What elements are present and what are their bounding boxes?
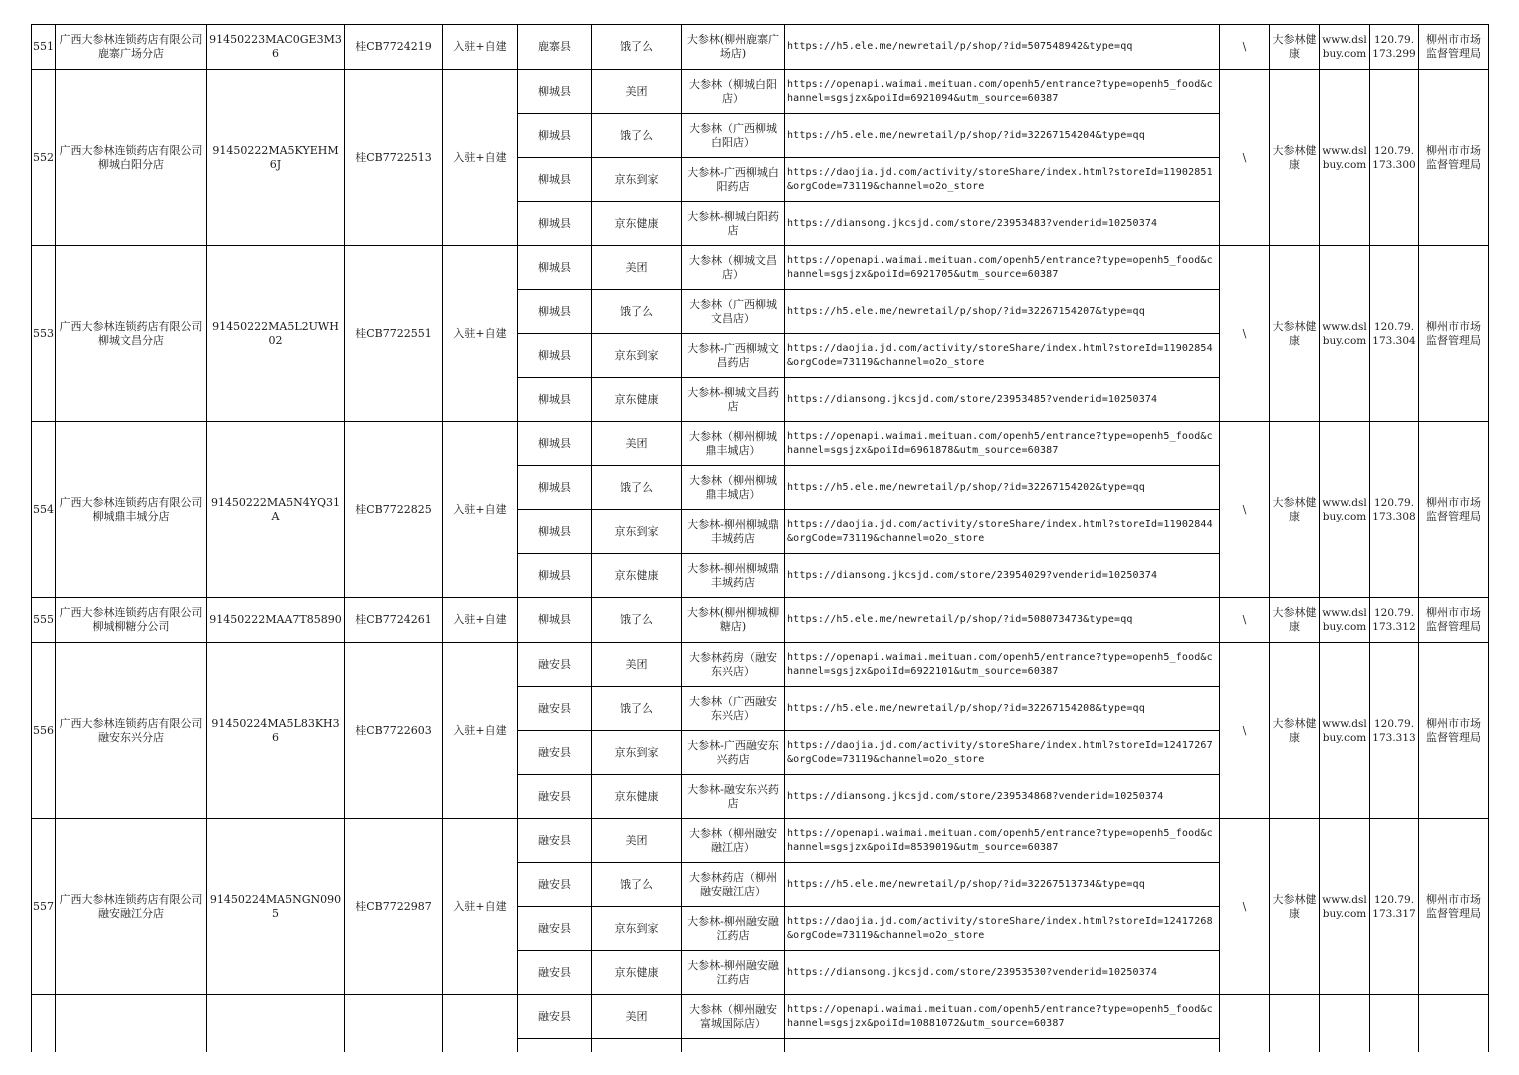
website-cell — [1320, 995, 1370, 1053]
shop-url-cell: https://diansong.jkcsjd.com/store/23953530?venderid=10250374 — [785, 951, 1220, 995]
platform-cell: 美团 — [592, 422, 682, 466]
shop-url-cell: https://h5.ele.me/newretail/p/shop/?id=32267513734&type=qq — [785, 863, 1220, 907]
shop-url-cell: https://diansong.jkcsjd.com/store/23953483?venderid=10250374 — [785, 202, 1220, 246]
website-cell: www.dslbuy.com — [1320, 819, 1370, 995]
authority-cell: 柳州市市场监督管理局 — [1419, 70, 1489, 246]
shop-name-cell: 大参林-广西柳城文昌药店 — [682, 334, 785, 378]
website-cell: www.dslbuy.com — [1320, 246, 1370, 422]
service-mode-cell — [443, 995, 518, 1053]
county-cell: 融安县 — [518, 775, 592, 819]
website-cell: www.dslbuy.com — [1320, 643, 1370, 819]
service-mode-cell: 入驻+自建 — [443, 70, 518, 246]
ip-address-cell — [1370, 995, 1419, 1053]
authority-cell — [1419, 995, 1489, 1053]
store-name-cell: 广西大参林连锁药店有限公司柳城文昌分店 — [56, 246, 207, 422]
store-name-cell: 广西大参林连锁药店有限公司柳城柳糖分公司 — [56, 598, 207, 643]
platform-cell: 饿了么 — [592, 114, 682, 158]
shop-url-cell: https://openapi.waimai.meituan.com/openh5/entrance?type=openh5_food&channel=sgsjzx&poiId=8539019&utm_source=60387 — [785, 819, 1220, 863]
county-cell: 融安县 — [518, 907, 592, 951]
not-applicable-cell: \ — [1220, 70, 1270, 246]
county-cell: 融安县 — [518, 995, 592, 1039]
store-name-cell: 广西大参林连锁药店有限公司柳城白阳分店 — [56, 70, 207, 246]
platform-cell: 美团 — [592, 70, 682, 114]
table-row — [32, 995, 1489, 1039]
store-number-cell: 554 — [32, 422, 56, 598]
shop-url-cell: https://openapi.waimai.meituan.com/openh5/entrance?type=openh5_food&channel=sgsjzx&poiId=6922101&utm_source=60387 — [785, 643, 1220, 687]
store-name-cell: 广西大参林连锁药店有限公司融安东兴分店 — [56, 643, 207, 819]
shop-name-cell: 大参林（广西柳城白阳店） — [682, 114, 785, 158]
county-cell: 融安县 — [518, 643, 592, 687]
shop-name-cell: 大参林（柳州融安融江店） — [682, 819, 785, 863]
shop-name-cell: 大参林（柳城白阳店） — [682, 70, 785, 114]
county-cell: 柳城县 — [518, 554, 592, 598]
county-cell: 柳城县 — [518, 202, 592, 246]
website-cell: www.dslbuy.com — [1320, 422, 1370, 598]
shop-url-cell: https://diansong.jkcsjd.com/store/23954029?venderid=10250374 — [785, 554, 1220, 598]
platform-cell: 美团 — [592, 819, 682, 863]
platform-cell: 饿了么 — [592, 25, 682, 70]
app-name-cell: 大参林健康 — [1270, 643, 1320, 819]
not-applicable-cell: \ — [1220, 422, 1270, 598]
table-row — [32, 819, 1489, 863]
platform-cell: 饿了么 — [592, 466, 682, 510]
shop-url-cell: https://h5.ele.me/newretail/p/shop/?id=32267154208&type=qq — [785, 687, 1220, 731]
store-number-cell: 553 — [32, 246, 56, 422]
platform-cell: 京东健康 — [592, 202, 682, 246]
ip-address-cell: 120.79.173.304 — [1370, 246, 1419, 422]
county-cell: 柳城县 — [518, 422, 592, 466]
shop-url-cell: https://h5.ele.me/newretail/p/shop/?id=32267154207&type=qq — [785, 290, 1220, 334]
store-number-cell: 555 — [32, 598, 56, 643]
authority-cell: 柳州市市场监督管理局 — [1419, 598, 1489, 643]
shop-url-cell: https://h5.ele.me/newretail/p/shop/?id=508073473&type=qq — [785, 598, 1220, 643]
license-number-cell: 桂CB7722513 — [345, 70, 443, 246]
shop-name-cell: 大参林（柳州柳城鼎丰城店） — [682, 422, 785, 466]
shop-name-cell: 大参林（广西融安东兴店） — [682, 687, 785, 731]
shop-url-cell: https://h5.ele.me/newretail/p/shop/?id=32267154204&type=qq — [785, 114, 1220, 158]
service-mode-cell: 入驻+自建 — [443, 246, 518, 422]
shop-name-cell: 大参林（柳州融安富城国际店） — [682, 995, 785, 1039]
shop-url-cell: https://daojia.jd.com/activity/storeShare/index.html?storeId=11902851&orgCode=73119&channel=o2o_store — [785, 158, 1220, 202]
app-name-cell: 大参林健康 — [1270, 246, 1320, 422]
shop-url-cell: https://openapi.waimai.meituan.com/openh5/entrance?type=openh5_food&channel=sgsjzx&poiId=6921705&utm_source=60387 — [785, 246, 1220, 290]
authority-cell: 柳州市市场监督管理局 — [1419, 422, 1489, 598]
platform-cell: 美团 — [592, 995, 682, 1039]
not-applicable-cell: \ — [1220, 819, 1270, 995]
shop-name-cell: 大参林-柳州柳城鼎丰城药店 — [682, 510, 785, 554]
store-name-cell: 广西大参林连锁药店有限公司鹿寨广场分店 — [56, 25, 207, 70]
authority-cell: 柳州市市场监督管理局 — [1419, 25, 1489, 70]
app-name-cell: 大参林健康 — [1270, 598, 1320, 643]
website-cell: www.dslbuy.com — [1320, 25, 1370, 70]
shop-url-cell: https://daojia.jd.com/activity/storeShare/index.html?storeId=11902844&orgCode=73119&channel=o2o_store — [785, 510, 1220, 554]
not-applicable-cell — [1220, 995, 1270, 1053]
county-cell: 柳城县 — [518, 290, 592, 334]
platform-cell: 京东到家 — [592, 158, 682, 202]
shop-url-cell: https://daojia.jd.com/activity/storeShare/index.html?storeId=12417267&orgCode=73119&channel=o2o_store — [785, 731, 1220, 775]
app-name-cell: 大参林健康 — [1270, 819, 1320, 995]
table-row — [32, 422, 1489, 466]
shop-url-cell: https://h5.ele.me/newretail/p/shop/?id=507548942&type=qq — [785, 25, 1220, 70]
ip-address-cell: 120.79.173.308 — [1370, 422, 1419, 598]
service-mode-cell: 入驻+自建 — [443, 643, 518, 819]
license-number-cell: 桂CB7724261 — [345, 598, 443, 643]
table-row — [32, 643, 1489, 687]
county-cell: 柳城县 — [518, 114, 592, 158]
shop-name-cell: 大参林-广西柳城白阳药店 — [682, 158, 785, 202]
table-row — [32, 25, 1489, 70]
county-cell: 融安县 — [518, 951, 592, 995]
credit-code-cell: 91450224MA5L83KH36 — [207, 643, 345, 819]
table-row — [32, 246, 1489, 290]
app-name-cell: 大参林健康 — [1270, 25, 1320, 70]
shop-name-cell: 大参林（柳州柳城鼎丰城店） — [682, 466, 785, 510]
store-registry-table — [31, 24, 1489, 1052]
shop-url-cell: https://diansong.jkcsjd.com/store/239534868?venderid=10250374 — [785, 775, 1220, 819]
platform-cell: 饿了么 — [592, 863, 682, 907]
shop-name-cell: 大参林（柳城文昌店） — [682, 246, 785, 290]
not-applicable-cell: \ — [1220, 246, 1270, 422]
ip-address-cell: 120.79.173.299 — [1370, 25, 1419, 70]
county-cell: 鹿寨县 — [518, 25, 592, 70]
license-number-cell: 桂CB7722603 — [345, 643, 443, 819]
shop-name-cell: 大参林（广西柳城文昌店） — [682, 290, 785, 334]
license-number-cell — [345, 995, 443, 1053]
platform-cell: 京东健康 — [592, 775, 682, 819]
county-cell: 柳城县 — [518, 158, 592, 202]
platform-cell: 京东健康 — [592, 378, 682, 422]
store-number-cell: 556 — [32, 643, 56, 819]
credit-code-cell: 91450223MAC0GE3M36 — [207, 25, 345, 70]
not-applicable-cell: \ — [1220, 25, 1270, 70]
shop-name-cell: 大参林-柳城文昌药店 — [682, 378, 785, 422]
platform-cell: 京东到家 — [592, 907, 682, 951]
shop-url-cell: https://openapi.waimai.meituan.com/openh5/entrance?type=openh5_food&channel=sgsjzx&poiId=6921094&utm_source=60387 — [785, 70, 1220, 114]
shop-url-cell — [785, 1039, 1220, 1053]
shop-url-cell: https://diansong.jkcsjd.com/store/23953485?venderid=10250374 — [785, 378, 1220, 422]
store-number-cell — [32, 995, 56, 1053]
county-cell: 融安县 — [518, 687, 592, 731]
credit-code-cell: 91450224MA5NGN0905 — [207, 819, 345, 995]
app-name-cell — [1270, 995, 1320, 1053]
table-body — [32, 25, 1489, 1053]
shop-url-cell: https://openapi.waimai.meituan.com/openh5/entrance?type=openh5_food&channel=sgsjzx&poiId=6961878&utm_source=60387 — [785, 422, 1220, 466]
platform-cell: 京东健康 — [592, 554, 682, 598]
shop-name-cell: 大参林-柳州融安融江药店 — [682, 907, 785, 951]
credit-code-cell: 91450222MA5N4YQ31A — [207, 422, 345, 598]
shop-name-cell — [682, 1039, 785, 1053]
authority-cell: 柳州市市场监督管理局 — [1419, 819, 1489, 995]
service-mode-cell: 入驻+自建 — [443, 819, 518, 995]
platform-cell: 京东到家 — [592, 334, 682, 378]
shop-name-cell: 大参林-柳州融安融江药店 — [682, 951, 785, 995]
service-mode-cell: 入驻+自建 — [443, 422, 518, 598]
credit-code-cell — [207, 995, 345, 1053]
authority-cell: 柳州市市场监督管理局 — [1419, 246, 1489, 422]
ip-address-cell: 120.79.173.312 — [1370, 598, 1419, 643]
platform-cell: 美团 — [592, 246, 682, 290]
website-cell: www.dslbuy.com — [1320, 70, 1370, 246]
ip-address-cell: 120.79.173.313 — [1370, 643, 1419, 819]
website-cell: www.dslbuy.com — [1320, 598, 1370, 643]
store-name-cell: 广西大参林连锁药店有限公司融安融江分店 — [56, 819, 207, 995]
license-number-cell: 桂CB7722987 — [345, 819, 443, 995]
platform-cell: 饿了么 — [592, 290, 682, 334]
county-cell: 融安县 — [518, 863, 592, 907]
county-cell: 融安县 — [518, 731, 592, 775]
shop-name-cell: 大参林-广西融安东兴药店 — [682, 731, 785, 775]
store-name-cell — [56, 995, 207, 1053]
county-cell: 融安县 — [518, 819, 592, 863]
shop-name-cell: 大参林药房（融安东兴店） — [682, 643, 785, 687]
service-mode-cell: 入驻+自建 — [443, 25, 518, 70]
credit-code-cell: 91450222MA5L2UWH02 — [207, 246, 345, 422]
shop-url-cell: https://h5.ele.me/newretail/p/shop/?id=32267154202&type=qq — [785, 466, 1220, 510]
county-cell: 柳城县 — [518, 466, 592, 510]
county-cell — [518, 1039, 592, 1053]
table-row — [32, 598, 1489, 643]
service-mode-cell: 入驻+自建 — [443, 598, 518, 643]
not-applicable-cell: \ — [1220, 643, 1270, 819]
shop-url-cell: https://daojia.jd.com/activity/storeShare/index.html?storeId=12417268&orgCode=73119&channel=o2o_store — [785, 907, 1220, 951]
county-cell: 柳城县 — [518, 334, 592, 378]
ip-address-cell: 120.79.173.300 — [1370, 70, 1419, 246]
county-cell: 柳城县 — [518, 378, 592, 422]
shop-name-cell: 大参林-柳城白阳药店 — [682, 202, 785, 246]
authority-cell: 柳州市市场监督管理局 — [1419, 643, 1489, 819]
county-cell: 柳城县 — [518, 246, 592, 290]
app-name-cell: 大参林健康 — [1270, 70, 1320, 246]
platform-cell: 饿了么 — [592, 687, 682, 731]
app-name-cell: 大参林健康 — [1270, 422, 1320, 598]
platform-cell: 饿了么 — [592, 598, 682, 643]
county-cell: 柳城县 — [518, 598, 592, 643]
shop-name-cell: 大参林-融安东兴药店 — [682, 775, 785, 819]
table-row — [32, 70, 1489, 114]
credit-code-cell: 91450222MAA7T85890 — [207, 598, 345, 643]
shop-name-cell: 大参林(柳州鹿寨广场店) — [682, 25, 785, 70]
store-number-cell: 557 — [32, 819, 56, 995]
not-applicable-cell: \ — [1220, 598, 1270, 643]
platform-cell: 美团 — [592, 643, 682, 687]
county-cell: 柳城县 — [518, 70, 592, 114]
license-number-cell: 桂CB7722825 — [345, 422, 443, 598]
ip-address-cell: 120.79.173.317 — [1370, 819, 1419, 995]
shop-name-cell: 大参林(柳州柳城柳糖店) — [682, 598, 785, 643]
shop-name-cell: 大参林-柳州柳城鼎丰城药店 — [682, 554, 785, 598]
credit-code-cell: 91450222MA5KYEHM6J — [207, 70, 345, 246]
shop-url-cell: https://daojia.jd.com/activity/storeShare/index.html?storeId=11902854&orgCode=73119&channel=o2o_store — [785, 334, 1220, 378]
store-number-cell: 552 — [32, 70, 56, 246]
platform-cell: 京东到家 — [592, 510, 682, 554]
platform-cell — [592, 1039, 682, 1053]
shop-name-cell: 大参林药店（柳州融安融江店） — [682, 863, 785, 907]
store-number-cell: 551 — [32, 25, 56, 70]
county-cell: 柳城县 — [518, 510, 592, 554]
license-number-cell: 桂CB7724219 — [345, 25, 443, 70]
license-number-cell: 桂CB7722551 — [345, 246, 443, 422]
platform-cell: 京东到家 — [592, 731, 682, 775]
platform-cell: 京东健康 — [592, 951, 682, 995]
store-name-cell: 广西大参林连锁药店有限公司柳城鼎丰城分店 — [56, 422, 207, 598]
shop-url-cell: https://openapi.waimai.meituan.com/openh5/entrance?type=openh5_food&channel=sgsjzx&poiId=10881072&utm_source=60387 — [785, 995, 1220, 1039]
